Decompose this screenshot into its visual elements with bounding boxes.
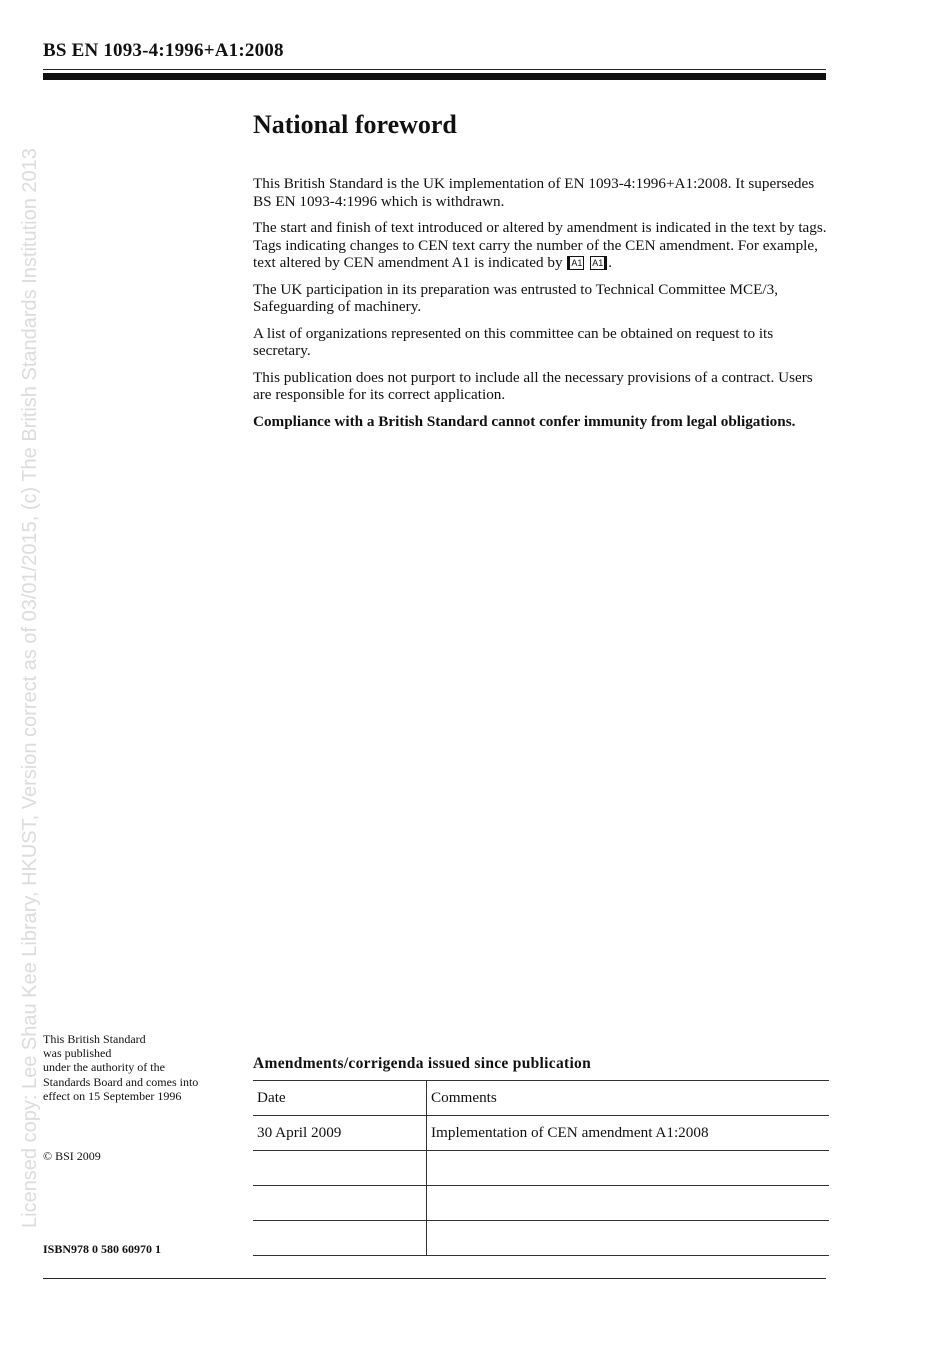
publication-note-line: effect on 15 September 1996 — [43, 1088, 182, 1103]
table-row — [253, 1221, 829, 1256]
publication-note-line: This British Standard — [43, 1032, 146, 1046]
isbn: ISBN978 0 580 60970 1 — [43, 1242, 162, 1256]
publication-note-line: Standards Board and comes into — [43, 1074, 199, 1089]
table-header-row — [253, 1081, 829, 1116]
table-cell-comments — [427, 1186, 830, 1221]
table-row — [253, 1151, 829, 1186]
table-cell-date — [253, 1151, 427, 1186]
table-cell-comments: Implementation of CEN amendment A1:2008 — [427, 1116, 830, 1151]
table-cell-date: 30 April 2009 — [253, 1116, 427, 1151]
column-header-date: Date — [253, 1081, 427, 1116]
publication-note-line: under the authority of the — [43, 1060, 165, 1075]
table-cell-comments — [427, 1221, 830, 1256]
foreword-paragraph-2-text: The start and finish of text introduced or altered by amendment is indicated in the text by tags. Tags indicating changes to CEN text carry the number of the CEN amendment. For example, text altered by CEN amendment A1 is indicated by — [253, 219, 827, 271]
amendments-table — [253, 1080, 829, 1256]
table-row — [253, 1186, 829, 1221]
footer-rule — [43, 1278, 826, 1279]
foreword-paragraph-2-end: . — [608, 254, 612, 271]
foreword-paragraph-2 — [253, 219, 829, 272]
copyright-notice: © BSI 2009 — [43, 1149, 101, 1163]
amendment-start-tag-icon: A1 — [567, 256, 584, 270]
license-watermark: Licensed copy: Lee Shau Kee Library, HKUST, Version correct as of 03/01/2015, (c) The British Standards Institution 2013 — [19, 148, 41, 1228]
table-cell-date — [253, 1221, 427, 1256]
table-row — [253, 1116, 829, 1151]
table-cell-date — [253, 1186, 427, 1221]
column-header-comments: Comments — [427, 1081, 830, 1116]
publication-note — [43, 1032, 243, 1103]
page-title: National foreword — [253, 110, 457, 139]
foreword-paragraph-4: A list of organizations represented on this committee can be obtained on request to its secretary. — [253, 324, 774, 359]
compliance-statement: Compliance with a British Standard cannot confer immunity from legal obligations. — [253, 412, 796, 430]
amendment-end-tag-icon: A1 — [590, 256, 607, 270]
national-foreword — [253, 108, 829, 439]
amendments-title: Amendments/corrigenda issued since publication — [253, 1055, 592, 1072]
document-id: BS EN 1093-4:1996+A1:2008 — [43, 40, 284, 61]
foreword-paragraph-5: This publication does not purport to include all the necessary provisions of a contract. Users are responsible for its correct application. — [253, 368, 813, 403]
header-rule-thin — [43, 69, 826, 70]
foreword-paragraph-3: The UK participation in its preparation was entrusted to Technical Committee MCE/3, Safeguarding of machinery. — [253, 280, 779, 315]
publication-note-line: was published — [43, 1046, 112, 1061]
header-rule-thick — [43, 73, 826, 80]
foreword-paragraph-1: This British Standard is the UK implementation of EN 1093-4:1996+A1:2008. It supersedes BS EN 1093-4:1996 which is withdrawn. — [253, 175, 815, 210]
table-cell-comments — [427, 1151, 830, 1186]
